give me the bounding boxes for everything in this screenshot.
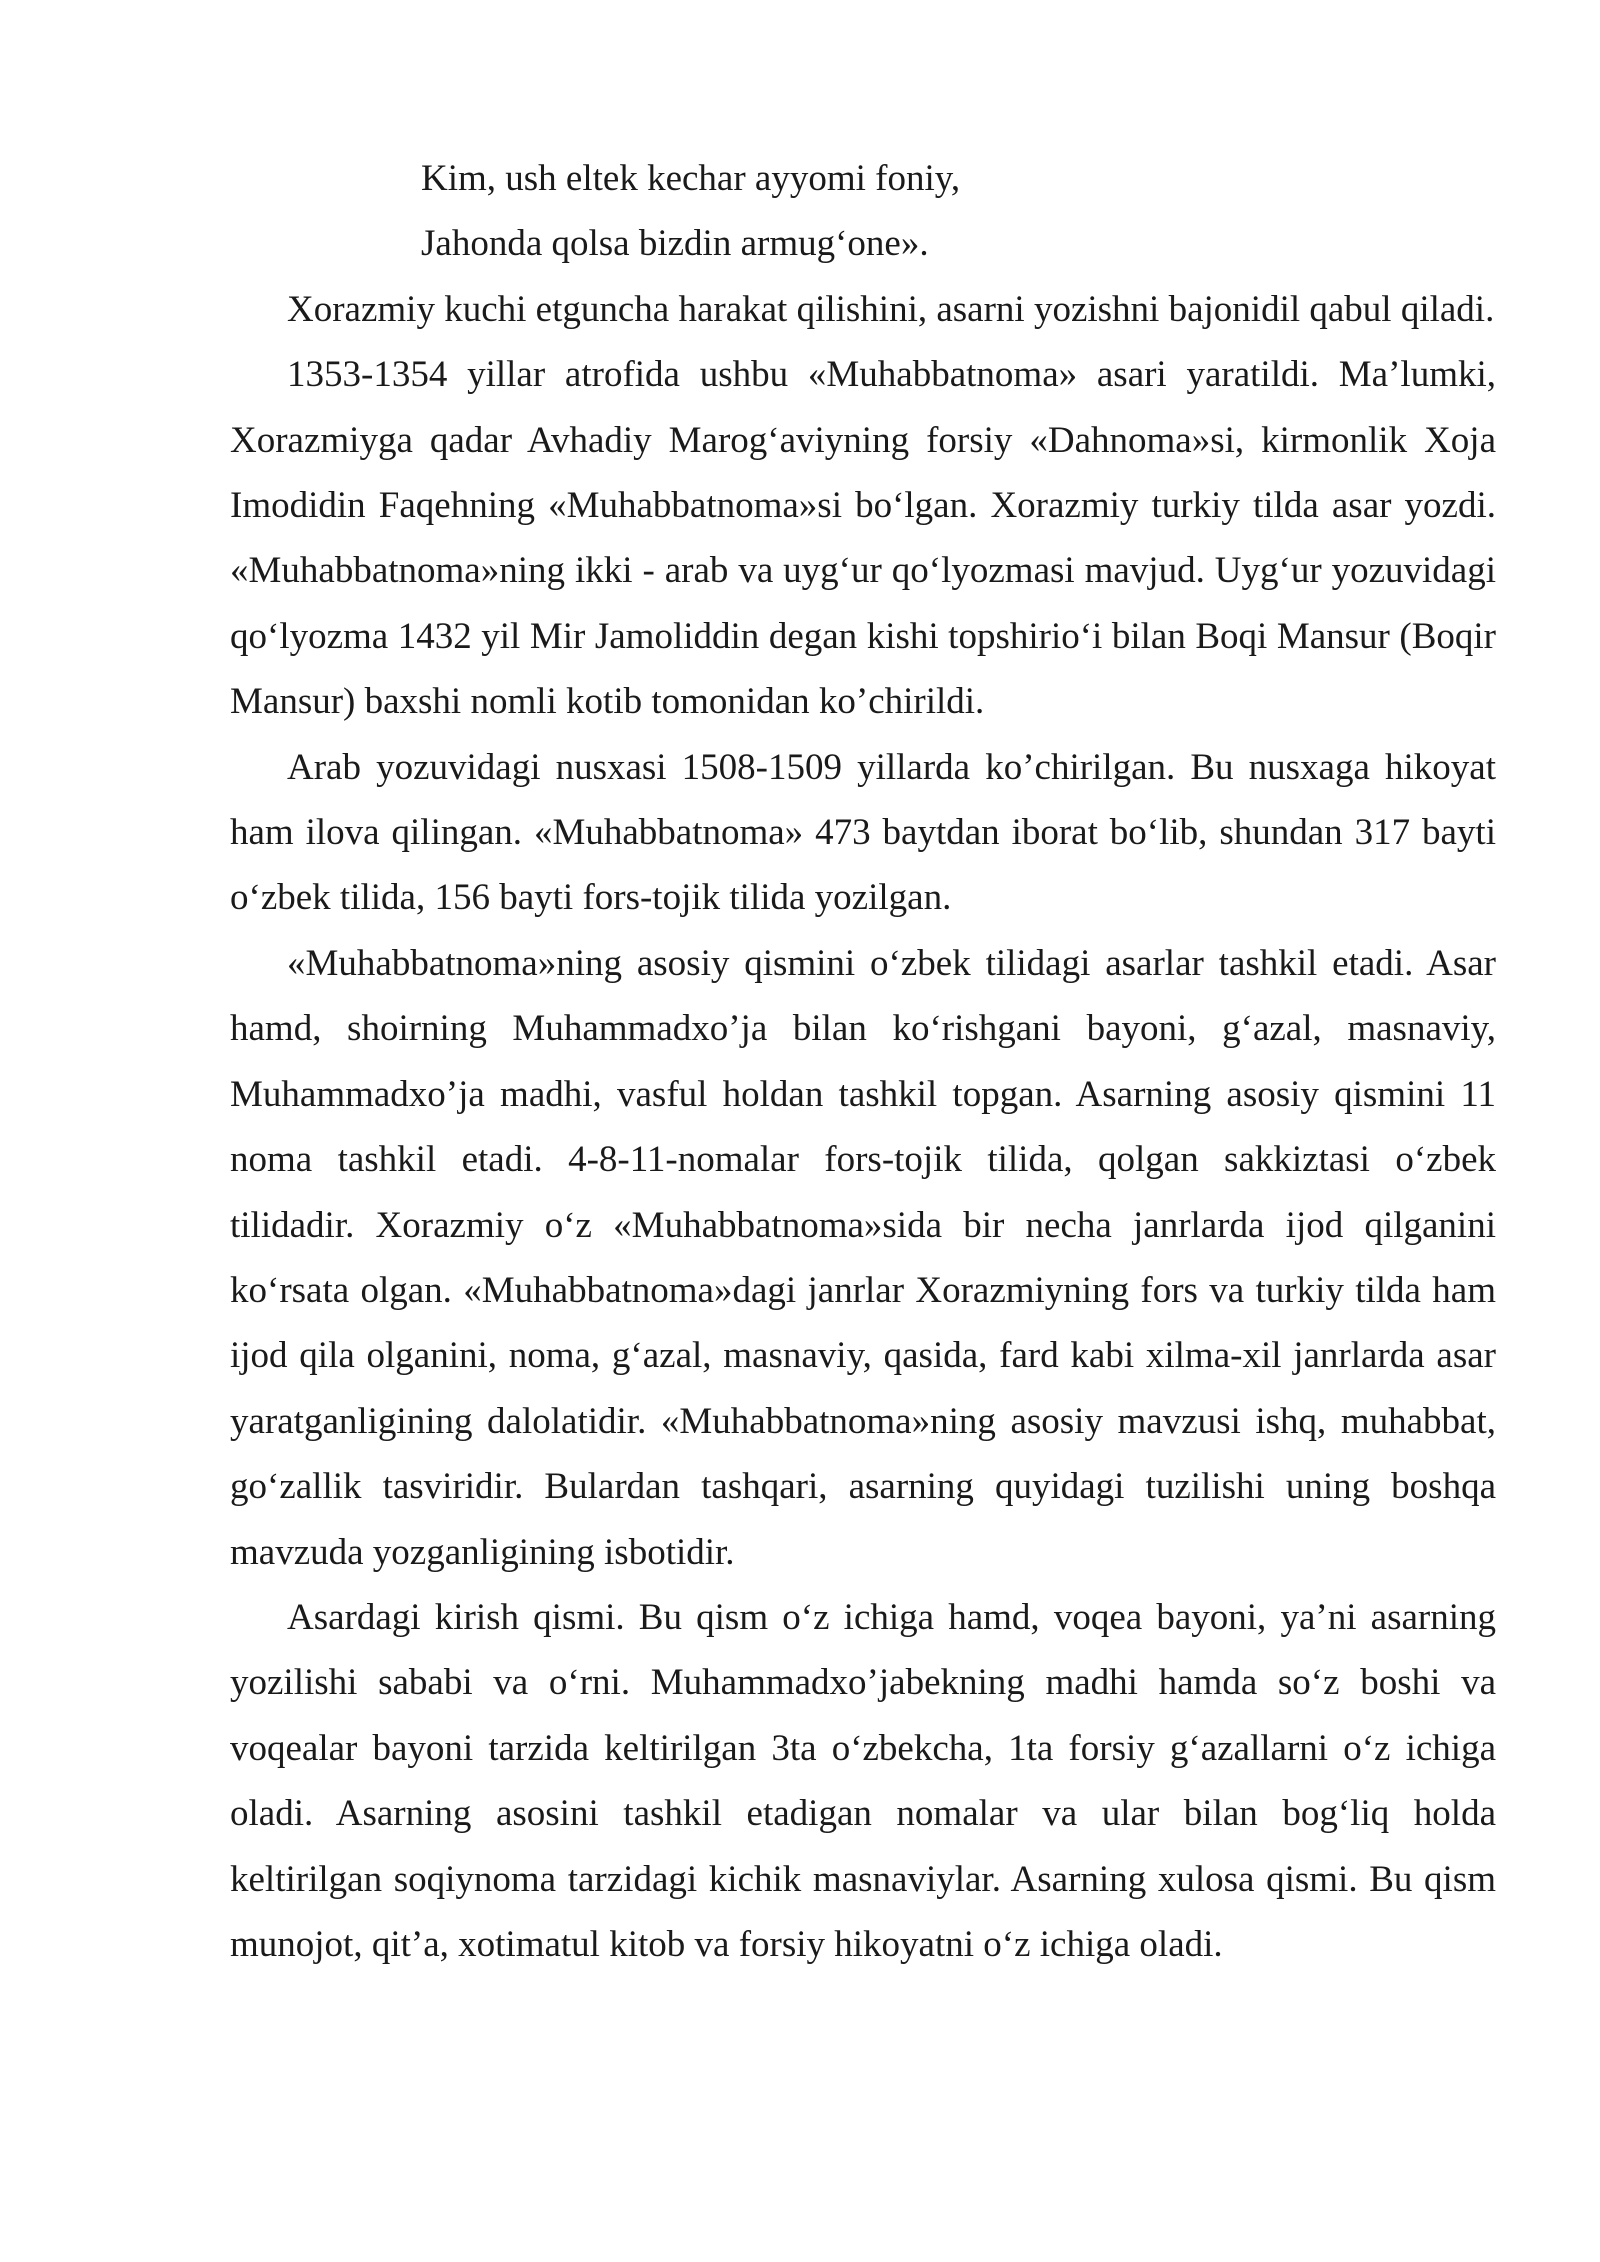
paragraph: 1353-1354 yillar atrofida ushbu «Muhabbatnoma» asari yaratildi. Ma’lumki, Xorazmiyga qadar Avhadiy Marog‘aviyning forsiy «Dahnoma»si, kirmonlik Xoja Imodidin Faqehning «Muhabbatnoma»si bo‘lgan. Xorazmiy turkiy tilda asar yozdi. «Muhabbatnoma»ning ikki - arab va uyg‘ur qo‘lyozmasi mavjud. Uyg‘ur yozuvidagi qo‘lyozma 1432 yil Mir Jamoliddin degan kishi topshirio‘i bilan Boqi Mansur (Boqir Mansur) baxshi nomli kotib tomonidan ko’chirildi.	[230, 354, 1496, 723]
paragraph: Asardagi kirish qismi. Bu qism o‘z ichiga hamd, voqea bayoni, ya’ni asarning yozilishi sababi va o‘rni. Muhammadxo’jabekning madhi hamda so‘z boshi va voqealar bayoni tarzida keltirilgan 3ta o‘zbekcha, 1ta forsiy g‘azallarni o‘z ichiga oladi. Asarning asosini tashkil etadigan nomalar va ular bilan bog‘liq holda keltirilgan soqiynoma tarzidagi kichik masnaviylar. Asarning xulosa qismi. Bu qism munojot, qit’a, xotimatul kitob va forsiy hikoyatni o‘z ichiga oladi.	[230, 1596, 1496, 1965]
verse-line: Jahonda qolsa bizdin armug‘one».	[421, 223, 929, 265]
paragraph: Xorazmiy kuchi etguncha harakat qilishini, asarni yozishni bajonidil qabul qiladi.	[287, 288, 1495, 330]
paragraph: «Muhabbatnoma»ning asosiy qismini o‘zbek tilidagi asarlar tashkil etadi. Asar hamd, shoirning Muhammadxo’ja bilan ko‘rishgani bayoni, g‘azal, masnaviy, Muhammadxo’ja madhi, vasful holdan tashkil topgan. Asarning asosiy qismini 11 noma tashkil etadi. 4-8-11-nomalar fors-tojik tilida, qolgan sakkiztasi o‘zbek tilidadir. Xorazmiy o‘z «Muhabbatnoma»sida bir necha janrlarda ijod qilganini ko‘rsata olgan. «Muhabbatnoma»dagi janrlar Xorazmiyning fors va turkiy tilda ham ijod qila olganini, noma, g‘azal, masnaviy, qasida, fard kabi xilma-xil janrlarda asar yaratganligining dalolatidir. «Muhabbatnoma»ning asosiy mavzusi ishq, muhabbat, go‘zallik tasviridir. Bulardan tashqari, asarning quyidagi tuzilishi uning boshqa mavzuda yozganligining isbotidir.	[230, 942, 1496, 1573]
paragraph: Arab yozuvidagi nusxasi 1508-1509 yillarda ko’chirilgan. Bu nusxaga hikoyat ham ilova qilingan. «Muhabbatnoma» 473 baytdan iborat bo‘lib, shundan 317 bayti o‘zbek tilida, 156 bayti fors-tojik tilida yozilgan.	[230, 746, 1496, 919]
document-body	[230, 146, 1496, 1977]
verse-line: Kim, ush eltek kechar ayyomi foniy,	[421, 158, 961, 199]
